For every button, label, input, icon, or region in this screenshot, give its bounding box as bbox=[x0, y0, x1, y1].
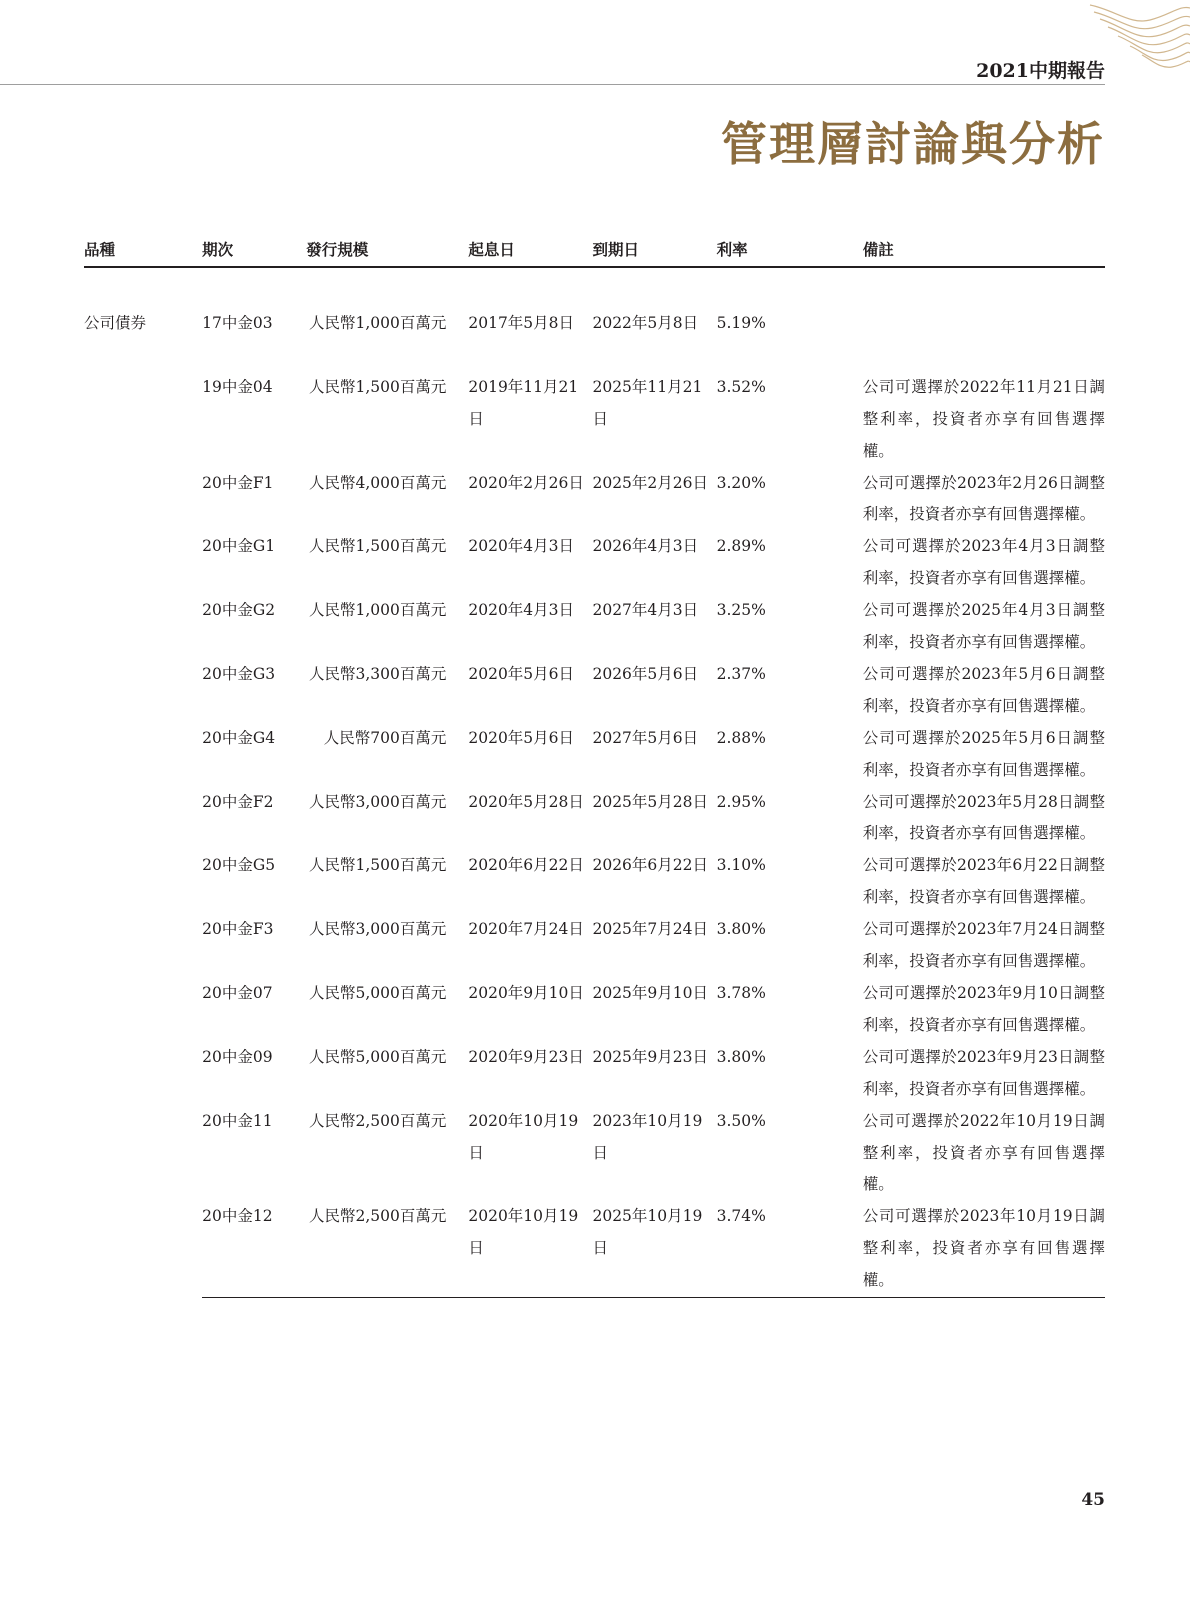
cell-note: 公司可選擇於2023年9月23日調整利率，投資者亦享有回售選擇權。 bbox=[862, 1047, 1105, 1098]
cell-size: 人民幣1,000百萬元 bbox=[308, 601, 447, 620]
cell-rate: 3.52% bbox=[716, 377, 766, 396]
cell-rate: 3.20% bbox=[716, 473, 766, 492]
cell-size: 人民幣700百萬元 bbox=[323, 728, 447, 747]
cell-maturity-date: 2025年9月23日 bbox=[592, 1047, 708, 1066]
cell-size: 人民幣5,000百萬元 bbox=[308, 1047, 447, 1066]
cell-maturity-date: 2027年4月3日 bbox=[592, 601, 699, 620]
cell-start-date: 2020年6月22日 bbox=[468, 856, 584, 875]
cell-series: 20中金G4 bbox=[202, 728, 276, 747]
header-rule bbox=[0, 84, 1105, 85]
bond-table bbox=[84, 232, 1105, 1298]
cell-maturity-date: 2022年5月8日 bbox=[592, 314, 699, 332]
cell-rate: 3.10% bbox=[716, 856, 766, 875]
cell-rate: 3.50% bbox=[716, 1111, 766, 1130]
cell-maturity-date: 2027年5月6日 bbox=[592, 728, 699, 747]
cell-rate: 3.78% bbox=[716, 984, 766, 1003]
cell-note: 公司可選擇於2023年5月28日調整利率，投資者亦享有回售選擇權。 bbox=[862, 792, 1105, 843]
cell-series: 20中金G5 bbox=[202, 856, 276, 875]
report-label: 2021中期報告 bbox=[976, 60, 1105, 82]
cell-maturity-date: 2025年5月28日 bbox=[592, 792, 708, 811]
cell-note: 公司可選擇於2025年4月3日調整利率，投資者亦享有回售選擇權。 bbox=[862, 601, 1105, 652]
cell-series: 20中金G1 bbox=[202, 537, 276, 556]
cell-maturity-date: 2026年4月3日 bbox=[592, 537, 699, 556]
cell-start-date: 2020年9月10日 bbox=[468, 984, 584, 1003]
cell-size: 人民幣4,000百萬元 bbox=[308, 473, 447, 492]
cell-note: 公司可選擇於2025年5月6日調整利率，投資者亦享有回售選擇權。 bbox=[862, 728, 1105, 779]
cell-rate: 3.80% bbox=[716, 1047, 766, 1066]
cell-rate: 2.37% bbox=[716, 664, 766, 683]
cell-series: 20中金07 bbox=[202, 984, 273, 1003]
header-maturity-date: 到期日 bbox=[592, 232, 716, 267]
cell-size: 人民幣2,500百萬元 bbox=[308, 1111, 447, 1130]
cell-size: 人民幣1,000百萬元 bbox=[308, 314, 447, 332]
cell-maturity-date: 2025年10月19日 bbox=[592, 1201, 716, 1297]
header-note: 備註 bbox=[863, 232, 1105, 267]
cell-maturity-date: 2025年2月26日 bbox=[592, 473, 708, 492]
table-row bbox=[84, 659, 1105, 723]
cell-size: 人民幣2,500百萬元 bbox=[306, 1201, 468, 1297]
header-start-date: 起息日 bbox=[468, 232, 592, 267]
cell-note: 公司可選擇於2023年6月22日調整利率，投資者亦享有回售選擇權。 bbox=[862, 856, 1105, 907]
cell-series: 20中金F2 bbox=[202, 792, 274, 811]
cell-start-date: 2020年10月19日 bbox=[468, 1201, 592, 1297]
cell-start-date: 2020年9月23日 bbox=[468, 1047, 584, 1066]
cell-size: 人民幣3,000百萬元 bbox=[308, 920, 447, 939]
cell-size: 人民幣3,300百萬元 bbox=[308, 664, 447, 683]
cell-rate: 2.88% bbox=[716, 728, 766, 747]
cell-start-date: 2020年2月26日 bbox=[468, 473, 584, 492]
cell-start-date: 2020年10月19日 bbox=[468, 1111, 579, 1162]
table-row bbox=[84, 308, 1105, 372]
cell-size: 人民幣1,500百萬元 bbox=[308, 856, 447, 875]
cell-bond-type: 公司債券 bbox=[84, 314, 147, 332]
table-header-row bbox=[84, 232, 1105, 267]
cell-maturity-date: 2026年5月6日 bbox=[592, 664, 699, 683]
table-row bbox=[84, 914, 1105, 978]
page-number: 45 bbox=[1081, 1490, 1105, 1510]
cell-start-date: 2020年4月3日 bbox=[468, 601, 575, 620]
table-row bbox=[84, 978, 1105, 1042]
cell-maturity-date: 2026年6月22日 bbox=[592, 856, 708, 875]
header-size: 發行規模 bbox=[306, 232, 468, 267]
cell-series: 20中金G3 bbox=[202, 664, 276, 683]
header-type: 品種 bbox=[84, 232, 202, 267]
cell-rate: 2.89% bbox=[716, 537, 766, 556]
cell-note: 公司可選擇於2022年10月19日調整利率，投資者亦享有回售選擇權。 bbox=[862, 1111, 1105, 1194]
table-row bbox=[84, 1106, 1105, 1202]
cell-maturity-date: 2025年9月10日 bbox=[592, 984, 708, 1003]
cell-series: 20中金09 bbox=[202, 1047, 273, 1066]
cell-series: 17中金03 bbox=[202, 314, 273, 332]
cell-start-date: 2020年7月24日 bbox=[468, 920, 584, 939]
cell-series: 20中金G2 bbox=[202, 601, 276, 620]
header-rate: 利率 bbox=[717, 232, 863, 267]
cell-size: 人民幣1,500百萬元 bbox=[308, 537, 447, 556]
cell-start-date: 2019年11月21日 bbox=[468, 377, 579, 428]
cell-start-date: 2020年5月6日 bbox=[468, 728, 575, 747]
cell-maturity-date: 2025年7月24日 bbox=[592, 920, 708, 939]
cell-series: 20中金F3 bbox=[202, 920, 274, 939]
cell-series: 20中金F1 bbox=[202, 473, 274, 492]
cell-note: 公司可選擇於2023年2月26日調整利率，投資者亦享有回售選擇權。 bbox=[862, 473, 1105, 524]
cell-note: 公司可選擇於2023年4月3日調整利率，投資者亦享有回售選擇權。 bbox=[862, 537, 1105, 588]
page-title: 管理層討論與分析 bbox=[721, 117, 1105, 171]
cell-note: 公司可選擇於2022年11月21日調整利率，投資者亦享有回售選擇權。 bbox=[862, 377, 1105, 460]
table-row bbox=[84, 1042, 1105, 1106]
cell-note: 公司可選擇於2023年7月24日調整利率，投資者亦享有回售選擇權。 bbox=[862, 920, 1105, 971]
cell-rate: 5.19% bbox=[716, 314, 766, 332]
table-row bbox=[84, 531, 1105, 595]
table-row bbox=[84, 468, 1105, 532]
table-row bbox=[84, 850, 1105, 914]
cell-series: 19中金04 bbox=[202, 377, 273, 396]
cell-rate: 2.95% bbox=[716, 792, 766, 811]
cell-rate: 3.25% bbox=[716, 601, 766, 620]
table-row bbox=[84, 372, 1105, 468]
cell-size: 人民幣3,000百萬元 bbox=[308, 792, 447, 811]
cell-series: 20中金12 bbox=[202, 1201, 306, 1297]
cell-rate: 3.80% bbox=[716, 920, 766, 939]
cell-start-date: 2020年5月6日 bbox=[468, 664, 575, 683]
cell-series: 20中金11 bbox=[202, 1111, 273, 1130]
cell-size: 人民幣5,000百萬元 bbox=[308, 984, 447, 1003]
cell-note bbox=[863, 308, 1105, 372]
cell-size: 人民幣1,500百萬元 bbox=[308, 377, 447, 396]
cell-maturity-date: 2023年10月19日 bbox=[592, 1111, 703, 1162]
cell-rate: 3.74% bbox=[717, 1201, 863, 1297]
table-row bbox=[84, 1201, 1105, 1297]
cell-start-date: 2020年5月28日 bbox=[468, 792, 584, 811]
table-row bbox=[84, 723, 1105, 787]
table-row bbox=[84, 595, 1105, 659]
header-series: 期次 bbox=[202, 232, 306, 267]
cell-note: 公司可選擇於2023年10月19日調整利率，投資者亦享有回售選擇權。 bbox=[863, 1201, 1105, 1297]
cell-note: 公司可選擇於2023年5月6日調整利率，投資者亦享有回售選擇權。 bbox=[862, 664, 1105, 715]
cell-maturity-date: 2025年11月21日 bbox=[592, 377, 703, 428]
cell-start-date: 2020年4月3日 bbox=[468, 537, 575, 556]
cell-note: 公司可選擇於2023年9月10日調整利率，投資者亦享有回售選擇權。 bbox=[862, 984, 1105, 1034]
cell-start-date: 2017年5月8日 bbox=[468, 314, 575, 332]
table-row bbox=[84, 787, 1105, 851]
spacer-row bbox=[84, 267, 1105, 308]
